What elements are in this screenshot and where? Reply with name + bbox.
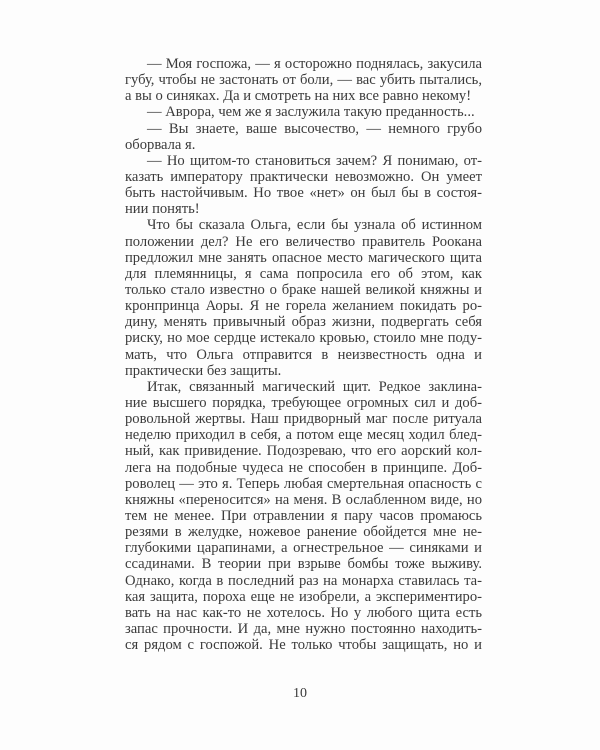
text-line: вать на нас как-то не хотелось. Но у любого щита есть [125,604,482,621]
body-text [125,56,482,653]
text-line: княжны «переносится» на меня. В ослабленном виде, но [125,491,482,508]
paragraph [125,153,482,218]
paragraph [125,56,482,104]
text-line: для племянницы, я сама попросила его об этом, как [125,265,482,282]
text-line: Итак, связанный магический щит. Редкое заклина- [147,378,482,395]
text-line: оборвала я. [125,136,196,153]
text-line: роволец — это я. Теперь любая смертельная опасность с [125,475,482,492]
text-line: — Аврора, чем же я заслужила такую преданность... [147,104,475,121]
text-line: практически без защиты. [125,362,282,379]
paragraph [125,104,482,120]
text-line: а вы о синяках. Да и смотреть на них все равно некому! [125,88,472,105]
text-line: казать императору практически невозможно. Он умеет [125,168,482,185]
text-line: — Но щитом-то становиться зачем? Я понимаю, от- [147,152,482,169]
paragraph [125,217,482,378]
text-line: глубокими царапинами, а огнестрельное — синяками и [125,540,482,557]
text-line: ровольной жертвы. Наш придворный маг после ритуала [125,411,482,428]
text-line: предложил мне занять опасное место магического щита [125,249,482,266]
text-line: тем не менее. При отравлении я пару часов промаюсь [125,507,482,524]
text-line: неделю приходил в себя, а потом еще месяц ходил блед- [125,427,482,444]
text-line: ся рядом с госпожой. Не только чтобы защищать, но и [125,637,482,654]
text-line: запас прочности. И да, мне нужно постоянно находить- [125,620,482,637]
text-line: мать, что Ольга отправится в неизвестность одна и [125,346,482,363]
text-line: только стало известно о браке нашей великой княжны и [125,281,482,298]
text-line: риску, но мое сердце истекало кровью, стоило мне поду- [125,330,482,347]
page-number: 10 [293,686,307,701]
text-line: ный, как привидение. Подозреваю, что его аорский кол- [125,443,482,460]
text-line: положении дел? Не его величество правитель Роокана [125,233,482,250]
text-line: дину, менять привычный образ жизни, подвергать себя [125,314,482,331]
text-line: Однако, когда в последний раз на монарха ставилась та- [125,572,482,589]
text-line: ние высшего порядка, требующее огромных сил и доб- [125,394,482,411]
text-line: — Вы знаете, ваше высочество, — немного грубо [147,120,482,137]
text-line: — Моя госпожа, — я осторожно поднялась, закусила [147,56,482,72]
text-line: кронпринца Аоры. Я не горела желанием покидать ро- [125,298,482,315]
text-line: нии понять! [125,201,200,218]
text-line: ссадинами. В теории при взрыве бомбы тоже выживу. [125,556,482,573]
text-line: губу, чтобы не застонать от боли, — вас убить пытались, [125,72,482,89]
text-line: Что бы сказала Ольга, если бы узнала об истинном [147,217,482,234]
text-line: резями в желудке, ножевое ранение обойдется мне не- [125,524,482,541]
text-line: лега на подобные чудеса не способен в принципе. Доб- [125,459,482,476]
paragraph [125,379,482,653]
text-line: кая защита, пороха еще не изобрели, а экспериментиро- [125,588,482,605]
text-line: быть настойчивым. Но твое «нет» он был бы в состоя- [125,185,482,202]
paragraph [125,121,482,153]
